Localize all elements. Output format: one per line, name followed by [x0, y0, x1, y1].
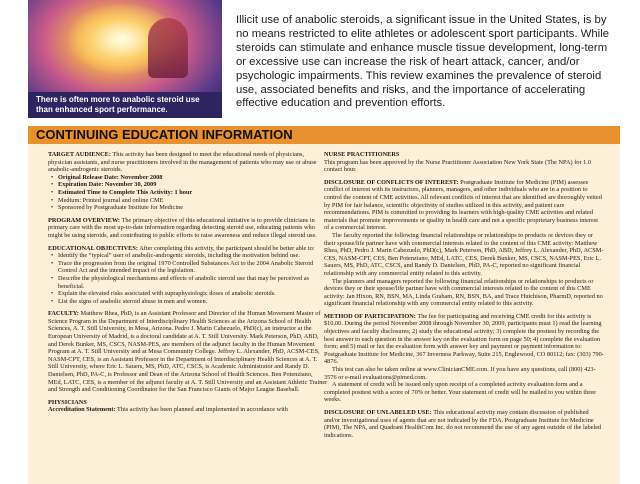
target-audience-section — [48, 151, 328, 212]
list-item: • Medium: Printed journal and online CME — [54, 197, 328, 205]
conflicts-section — [324, 179, 604, 308]
program-overview-section — [48, 217, 328, 240]
list-item: • Sponsored by Postgraduate Institute for Medicine — [54, 204, 328, 212]
ce-right-column — [324, 151, 604, 444]
target-audience-heading: TARGET AUDIENCE: — [48, 151, 111, 158]
target-audience-text: This activity has been designed to meet the educational needs of physicians, physician assistants, and nurse practitioners involved in the management of patients who may use or abuse anabolic-androgenic steroids. — [48, 151, 317, 174]
objectives-heading: EDUCATIONAL OBJECTIVES: — [48, 244, 138, 252]
physicians-heading: PHYSICIANS — [48, 398, 87, 406]
hero-caption: There is often more to anabolic steroid use than enhanced sport performance. — [28, 92, 222, 118]
list-item: • Identify the “typical” user of anabolic-androgenic steroids, including the motivation behind use. — [54, 252, 328, 260]
physicians-section — [48, 399, 328, 414]
faculty-disclosure-text: The faculty reported the following financial relationships or relationships to products or devices they or their spouse/life partner have with commercial interests related to the content of this CME activity: Matthew Rhea, PhD, Pedro J. Marin Cabezuelo, PhD(c), Mark Peterson, PhD, ABD, Jeffrey L. Alexander, PhD, ACSM-CES, NASM-CPT, CES, Ben Potenziano, MEd, LATC, CES, Derek Bunker, MS, CSCS, NASM-PES, Eric L. Sauers, MS, PhD, ATC, CSCS, and Randy D. Danielsen, PhD, PA-C, reported no significant financial relationship with any commercial entity related to this activity. — [324, 231, 604, 277]
unlabeled-use-text: This educational activity may contain discussion of published and/or investigational uses of agents that are not indicated by the FDA. Postgraduate Institute for Medicine (PIM), The NPA, and Quadrant HealthCom Inc. do not recommend the use of any agent outside of the labeled indications. — [324, 409, 602, 439]
list-item: • Estimated Time to Complete This Activity: 1 hour — [54, 189, 328, 197]
accreditation-text: This activity has been planned and implemented in accordance with — [117, 406, 288, 414]
list-item: • List the signs of anabolic steroid abuse in men and women. — [54, 298, 328, 306]
list-item: • Describe the physiological mechanisms and effects of anabolic steroid use that may be perceived as beneficial. — [54, 275, 328, 290]
list-item: • Trace the progression from the original 1970 Controlled Substances Act to the 2004 Anabolic Steroid Control Act and the intended impact of the legislation. — [54, 260, 328, 275]
planner-disclosure-text: The planners and managers reported the following financial relationships or relationships to products or devices they or their spouse/life partner have with commercial interests related to the content of this CME activity: Jan Hixon, RN, BSN, MA, Linda Graham, RN, BSN, BA, and Trace Hutchison, PharmD, reported no significant financial relationship with any commercial entity related to this activity. — [324, 277, 603, 308]
faculty-text: Matthew Rhea, PhD, is an Assistant Professor and Director of the Human Movement Master of Science Program in the Department of Interdisciplinary Health Sciences at the Arizona School of Health Sciences, A. T. Still University, in Mesa, Arizona. Pedro J. Marin Cabezuelo, PhD(c), an instructor at the European University of Madrid, is a doctoral candidate at A. T. Still University. Mark Peterson, PhD, ABD, and Derek Bunker, MS, CSCS, NASM-PES, are members of the adjunct faculty in the Human Movement Program at A. T. Still University and at Mesa Community College. Jeffrey L. Alexander, PhD, ACSM-CES, NASM-CPT, CES, is an Assistant Professor in the Department of Interdisciplinary Health Sciences at A. T. Still University, where Eric L. Sauers, MS, PhD, ATC, CSCS, is Academic Administrator and Randy D. Danielsen, PhD, PA-C, is Professor and Dean of the Arizona School of Health Sciences. Ben Potenziano, MEd, LATC, CES, is a member of the adjunct faculty at A. T. Still University and an Assistant Athletic Trainer and Strength and Conditioning Coordinator for the San Francisco Giants of Major League Baseball. — [48, 310, 328, 394]
ce-panel — [28, 144, 620, 484]
activity-details-list — [48, 174, 328, 212]
method-text: The fee for participating and receiving CME credit for this activity is $10.00. During the period November 2008 through November 30, 2009, participants must 1) read the learning objectives and faculty disclosures; 2) study the educational activity; 3) complete the posttest by recording the best answer to each question in the answer key on the evaluation form on page 50; 4) complete the evaluation form; and 5) mail or fax the evaluation form with answer key and payment or payment information to: Postgraduate Institute for Medicine, 367 Inverness Parkway, Suite 215, Englewood, CO 80112; fax: (303) 790-4876. — [324, 312, 604, 366]
unlabeled-use-heading: DISCLOSURE OF UNLABELED USE: — [324, 409, 432, 416]
hero-image — [28, 0, 222, 118]
method-heading: METHOD OF PARTICIPATION: — [324, 312, 416, 320]
unlabeled-use-section — [324, 409, 604, 439]
nurse-practitioners-section — [324, 151, 604, 174]
conflicts-heading: DISCLOSURE OF CONFLICTS OF INTEREST: — [324, 178, 459, 186]
method-online-text: This test can also be taken online at www.ClinicianCME.com. If you have any questions, call (800) 423-3576 or e-mail evaluations@pimed.com. — [324, 366, 596, 381]
hero-figure — [148, 18, 188, 78]
faculty-section — [48, 310, 328, 394]
objectives-section — [48, 245, 328, 306]
nurse-practitioners-heading: NURSE PRACTITIONERS — [324, 151, 400, 158]
list-item: • Original Release Date: November 2008 — [54, 174, 328, 182]
nurse-practitioners-text: This program has been approved by the Nurse Practitioner Association New York State (The NPA) for 1.0 contact hour. — [324, 158, 591, 174]
program-overview-text: The primary objective of this educational initiative is to provide clinicians in primary care with the most up-to-date information regarding detecting steroid use, educating patients who might be using steroids, and contributing to public efforts to raise awareness and reduce illegal steroid use. — [48, 216, 317, 239]
program-overview-heading: PROGRAM OVERVIEW: — [48, 216, 121, 224]
objectives-intro: After completing this activity, the participant should be better able to: — [139, 244, 315, 252]
list-item: • Explain the elevated risks associated with supraphysiologic doses of anabolic steroids. — [54, 290, 328, 298]
faculty-heading: FACULTY: — [48, 310, 79, 318]
ce-left-column — [48, 151, 328, 419]
ce-section-title: CONTINUING EDUCATION INFORMATION — [28, 126, 620, 144]
article-abstract: Illicit use of anabolic steroids, a significant issue in the United States, is by no means restricted to elite athletes or adolescent sport participants. While steroids can stimulate and enhance muscle tissue development, long-term or excessive use can increase the risk of heart attack, cancer, and/or psychologic impairments. This review examines the prevalence of steroid use, associated benefits and risks, and the importance of accelerating effective education and prevention efforts. — [236, 14, 609, 110]
method-credit-text: A statement of credit will be issued only upon receipt of a completed activity evaluation form and a completed posttest with a score of 70% or better. Your statement of credit will be mailed to you within three weeks. — [324, 381, 596, 404]
method-section — [324, 313, 604, 404]
objectives-list — [48, 252, 328, 305]
conflicts-text: Postgraduate Institute for Medicine (PIM) assesses conflict of interest with its instructors, planners, managers, and other individuals who are in a position to control the content of CME activities. All relevant conflicts of interest that are identified are thoroughly vetted by PIM for fair balance, scientific objectivity of studies utilized in this activity, and patient care recommendations. PIM is committed to providing its learners with high-quality CME activities and related materials that promote improvements or quality in health care and not a specific proprietary business interest of a commercial interest. — [324, 178, 602, 232]
accreditation-heading: Accreditation Statement: — [48, 406, 116, 414]
list-item: • Expiration Date: November 30, 2009 — [54, 181, 328, 189]
